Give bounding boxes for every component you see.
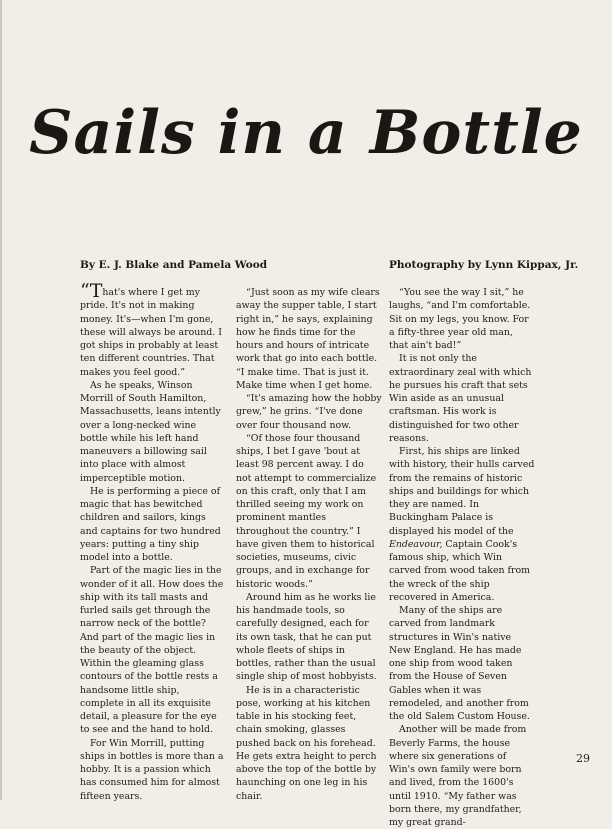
text-column-1 bbox=[80, 280, 226, 803]
paragraph: “You see the way I sit,” he laughs, “and I'm comfortable. Sit on my legs, you know. For a fifty-three year old man, that ain't bad!” bbox=[389, 287, 531, 351]
paragraph: Many of the ships are carved from landmark structures in Win's native New England. He has made one ship from wood taken from the House of Seven Gables when it was remodeled, and another from the old Salem Custom House. bbox=[389, 605, 530, 722]
paragraph: “It's amazing how the hobby grew,” he grins. “I've done over four thousand now. bbox=[236, 393, 382, 431]
drop-cap: “T bbox=[80, 280, 103, 302]
paragraph: He is performing a piece of magic that has bewitched children and sailors, kings and captains for two hundred years: putting a tiny ship model into a bottle. bbox=[80, 485, 221, 563]
article-title: Sails in a Bottle bbox=[29, 98, 583, 168]
ship-name-italic: Endeavour, bbox=[389, 538, 443, 550]
paragraph-text: hat's where I get my pride. It's not in making money. It's—when I'm gone, these will always be around. I got ships in probably at least ten different countries. That makes you feel good.” bbox=[80, 287, 222, 378]
paragraph: Another will be made from Beverly Farms, the house where six generations of Win's own family were born and lived, from the 1600's until 1910. “My father was born there, my grandfather, my great grand- bbox=[389, 724, 527, 828]
paragraph: Around him as he works lie his handmade tools, so carefully designed, each for its own task, that he can put whole fleets of ships in bottles, rather than the usual single ship of most hobbyists. bbox=[236, 591, 377, 683]
paragraph: “Of those four thousand ships, I bet I gave 'bout at least 98 percent away. I do not attempt to commercialize on this craft, only that I am thrilled seeing my work on prominent mantles throughout the country.” I have given them to historical societies, museums, civic groups, and in exchange for historic woods.” bbox=[236, 432, 377, 590]
paragraph: As he speaks, Winson Morrill of South Hamilton, Massachusetts, leans intently over a long-necked wine bottle while his left hand maneuvers a billowing sail into place with almost imperceptible motion. bbox=[80, 379, 221, 484]
page-number: 29 bbox=[576, 752, 590, 765]
text-column-3 bbox=[389, 286, 535, 829]
paragraph-text: Captain Cook's famous ship, which Win carved from wood taken from the wreck of the ship recovered in America. bbox=[389, 538, 530, 603]
paragraph bbox=[80, 280, 226, 379]
paragraph: It is not only the extraordinary zeal with which he pursues his craft that sets Win aside as an unusual craftsman. His work is distinguished for two other reasons. bbox=[389, 353, 532, 444]
paragraph: “Just soon as my wife clears away the supper table, I start right in,” he says, explaining how he finds time for the hours and hours of intricate work that go into each bottle. “I make time. That is just it. Make time when I get home. bbox=[236, 287, 380, 391]
paragraph-text: First, his ships are linked with history, their hulls carved from the remains of historic ships and buildings for which they are named. In Buckingham Palace is displayed his model of the bbox=[389, 446, 535, 537]
byline-authors: By E. J. Blake and Pamela Wood bbox=[80, 259, 268, 271]
text-column-2 bbox=[236, 286, 382, 803]
byline-photographer: Photography by Lynn Kippax, Jr. bbox=[389, 259, 579, 271]
paragraph: Part of the magic lies in the wonder of it all. How does the ship with its tall masts and furled sails get through the narrow neck of the bottle? And part of the magic lies in the beauty of the object. Within the gleaming glass contours of the bottle rests a handsome little ship, complete in all its exquisite detail, a pleasure for the eye to see and the hand to hold. bbox=[80, 565, 224, 736]
paragraph bbox=[389, 445, 535, 604]
paragraph: He is in a characteristic pose, working at his kitchen table in his stocking feet, chain smoking, glasses pushed back on his forehead. He gets extra height to perch above the top of the bottle by haunching on one leg in his chair. bbox=[236, 684, 377, 802]
paragraph: For Win Morrill, putting ships in bottles is more than a hobby. It is a passion which has consumed him for almost fifteen years. bbox=[80, 737, 224, 802]
